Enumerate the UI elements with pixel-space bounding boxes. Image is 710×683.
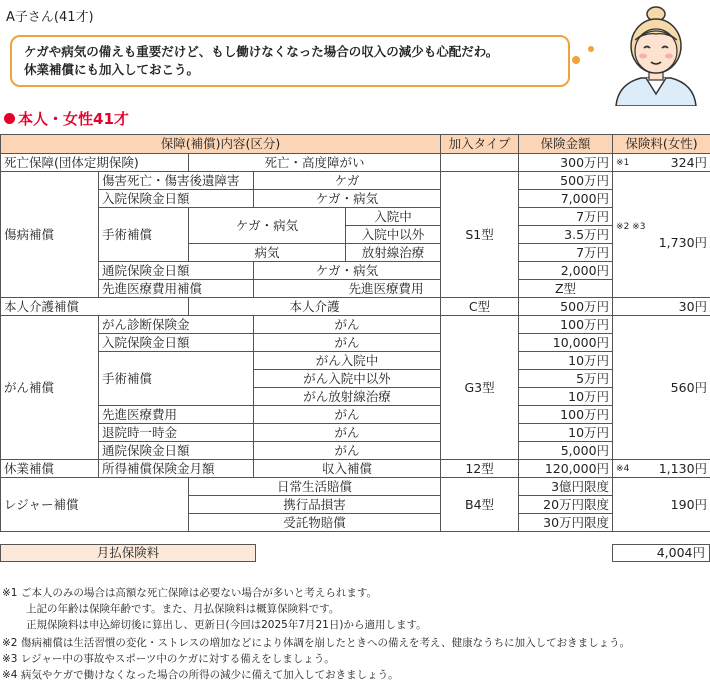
table-row: 入院保険金日額 ケガ・病気 7,000円 — [1, 190, 710, 208]
table-row: がん入院中以外 5万円 — [1, 370, 710, 388]
table-row: 受託物賠償 30万円限度 — [1, 514, 710, 532]
bubble-line-2: 休業補償にも加入しておこう。 — [24, 61, 556, 79]
monthly-premium-value: 4,004円 — [612, 544, 710, 562]
header-premium: 保険料(女性) — [613, 135, 710, 154]
table-row: がん補償 がん診断保険金 がん G3型 100万円 560円 — [1, 316, 710, 334]
header-amount: 保険金額 — [519, 135, 613, 154]
bullet-icon — [4, 113, 15, 124]
table-row: がん放射線治療 10万円 — [1, 388, 710, 406]
bubble-line-1: ケガや病気の備えも重要だけど、もし働けなくなった場合の収入の減少も心配だわ。 — [24, 43, 556, 61]
table-row: 先進医療費用補償 先進医療費用 Z型 — [1, 280, 710, 298]
table-row: 手術補償 ケガ・病気 入院中 7万円 — [1, 208, 710, 226]
coverage-table — [0, 134, 710, 532]
table-row: 携行品損害 20万円限度 — [1, 496, 710, 514]
table-row: 通院保険金日額 ケガ・病気 2,000円 — [1, 262, 710, 280]
monthly-premium-row — [0, 544, 710, 562]
table-row: 入院中以外 3.5万円 — [1, 226, 710, 244]
table-row: 休業補償 所得補償保険金月額 収入補償 12型 120,000円 ※4 1,130円 — [1, 460, 710, 478]
footnote: ※3 レジャー中の事故やスポーツ中のケガに対する備えをしましょう。 — [2, 651, 708, 667]
footnote: ※2 傷病補償は生活習慣の変化・ストレスの増加などにより体調を崩したときへの備えを考え、健康なうちに加入しておきましょう。 — [2, 635, 708, 651]
table-row: 退院時一時金 がん 10万円 — [1, 424, 710, 442]
footnotes — [2, 585, 708, 683]
bubble-tail-dot-small — [588, 46, 594, 52]
section-title-text: 本人・女性41才 — [18, 110, 129, 128]
speech-bubble — [10, 35, 570, 87]
bubble-tail-dot — [572, 56, 580, 64]
monthly-premium-label: 月払保険料 — [0, 544, 256, 562]
header-type: 加入タイプ — [441, 135, 519, 154]
woman-avatar-icon — [606, 4, 706, 106]
footnote: 上記の年齢は保険年齢です。また、月払保険料は概算保険料です。 — [2, 601, 708, 617]
footnote: 正規保険料は申込締切後に算出し、更新日(今回は2025年7月21日)から適用します。 — [2, 617, 708, 633]
table-row: レジャー補償 日常生活賠償 B4型 3億円限度 190円 — [1, 478, 710, 496]
table-row: 通院保険金日額 がん 5,000円 — [1, 442, 710, 460]
header-coverage: 保障(補償)内容(区分) — [1, 135, 441, 154]
table-row: 手術補償 がん入院中 10万円 — [1, 352, 710, 370]
table-row: 死亡保障(団体定期保険) 死亡・高度障がい 300万円 ※1 324円 — [1, 154, 710, 172]
table-row: 本人介護補償 本人介護 C型 500万円 30円 — [1, 298, 710, 316]
section-title — [4, 108, 129, 129]
table-row: 傷病補償 傷害死亡・傷害後遺障害 ケガ S1型 500万円 ※2 ※3 1,730円 — [1, 172, 710, 190]
table-header-row — [1, 135, 710, 154]
table-row: 入院保険金日額 がん 10,000円 — [1, 334, 710, 352]
table-row: 先進医療費用 がん 100万円 — [1, 406, 710, 424]
person-label: A子さん(41才) — [6, 6, 94, 25]
table-row: 病気 放射線治療 7万円 — [1, 244, 710, 262]
footnote: ※1 ご本人のみの場合は高額な死亡保障は必要ない場合が多いと考えられます。 — [2, 585, 708, 601]
footnote: ※4 病気やケガで働けなくなった場合の所得の減少に備えて加入しておきましょう。 — [2, 667, 708, 683]
